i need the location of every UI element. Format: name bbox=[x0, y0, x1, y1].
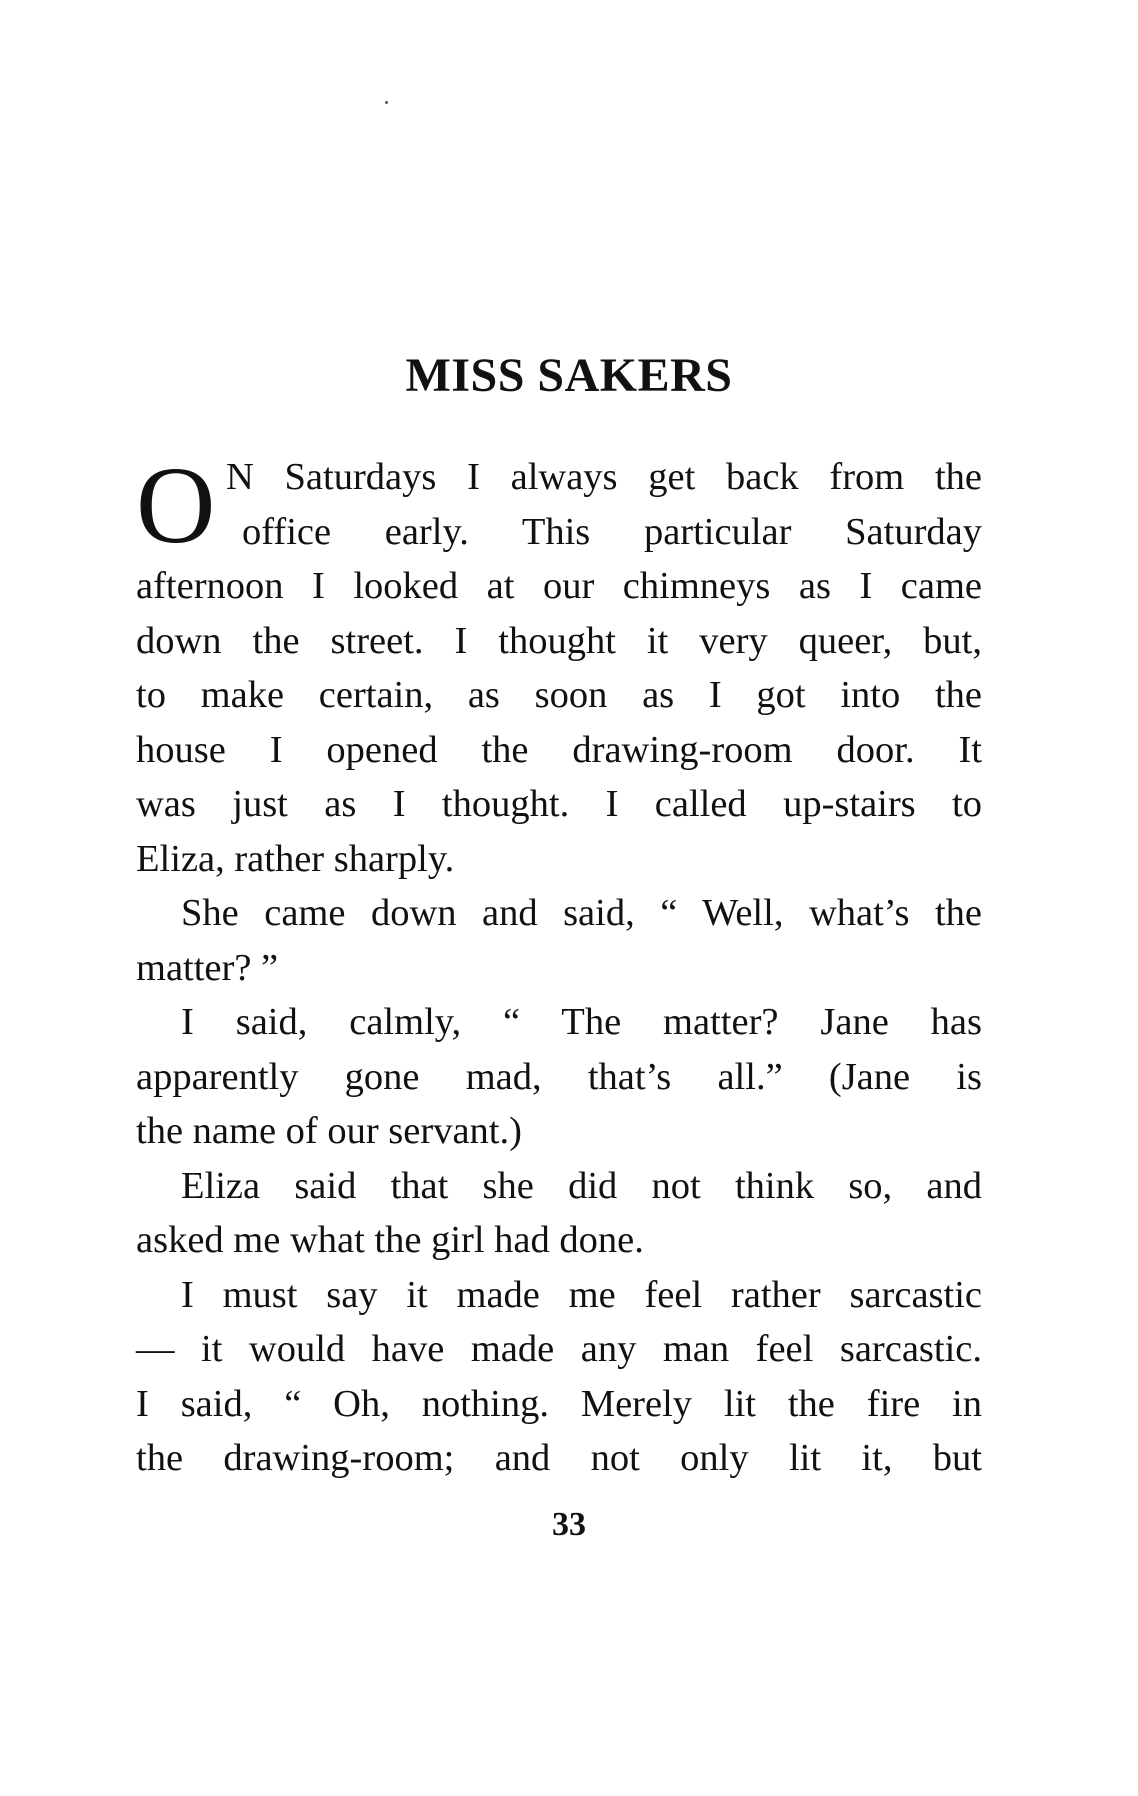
text-line: asked me what the girl had done. bbox=[136, 1219, 644, 1261]
text-line: apparently gone mad, that’s all.” (Jane is bbox=[136, 1055, 982, 1098]
text-line: I must say it made me feel rather sarcastic bbox=[181, 1273, 982, 1316]
opening-paragraph-start bbox=[226, 450, 982, 559]
text-line: Eliza, rather sharply. bbox=[136, 837, 455, 880]
text-line: to make certain, as soon as I got into the bbox=[136, 674, 982, 716]
text-line: was just as I thought. I called up-stairs to bbox=[136, 783, 982, 825]
drop-cap-container bbox=[136, 444, 234, 566]
page-number: 33 bbox=[552, 1506, 586, 1543]
text-line: I said, “ Oh, nothing. Merely lit the fire in bbox=[136, 1382, 982, 1425]
drop-cap: O bbox=[136, 444, 216, 566]
text-line: N Saturdays I always get back from the bbox=[226, 456, 982, 498]
text-line: Eliza said that she did not think so, and bbox=[181, 1164, 982, 1207]
text-line: office early. This particular Saturday bbox=[242, 510, 982, 553]
body-text bbox=[136, 559, 982, 1486]
text-line: afternoon I looked at our chimneys as I came bbox=[136, 565, 982, 607]
text-line: matter? ” bbox=[136, 946, 279, 989]
text-line: the name of our servant.) bbox=[136, 1110, 522, 1152]
text-line: I said, calmly, “ The matter? Jane has bbox=[181, 1001, 982, 1043]
text-line: down the street. I thought it very queer, but, bbox=[136, 619, 982, 662]
chapter-title: MISS SAKERS bbox=[405, 349, 733, 402]
text-line: She came down and said, “ Well, what’s the bbox=[181, 892, 982, 934]
text-line: house I opened the drawing-room door. It bbox=[136, 728, 982, 771]
print-speck bbox=[385, 101, 388, 104]
text-line: the drawing-room; and not only lit it, but bbox=[136, 1437, 982, 1479]
text-line: — it would have made any man feel sarcastic. bbox=[136, 1328, 982, 1370]
